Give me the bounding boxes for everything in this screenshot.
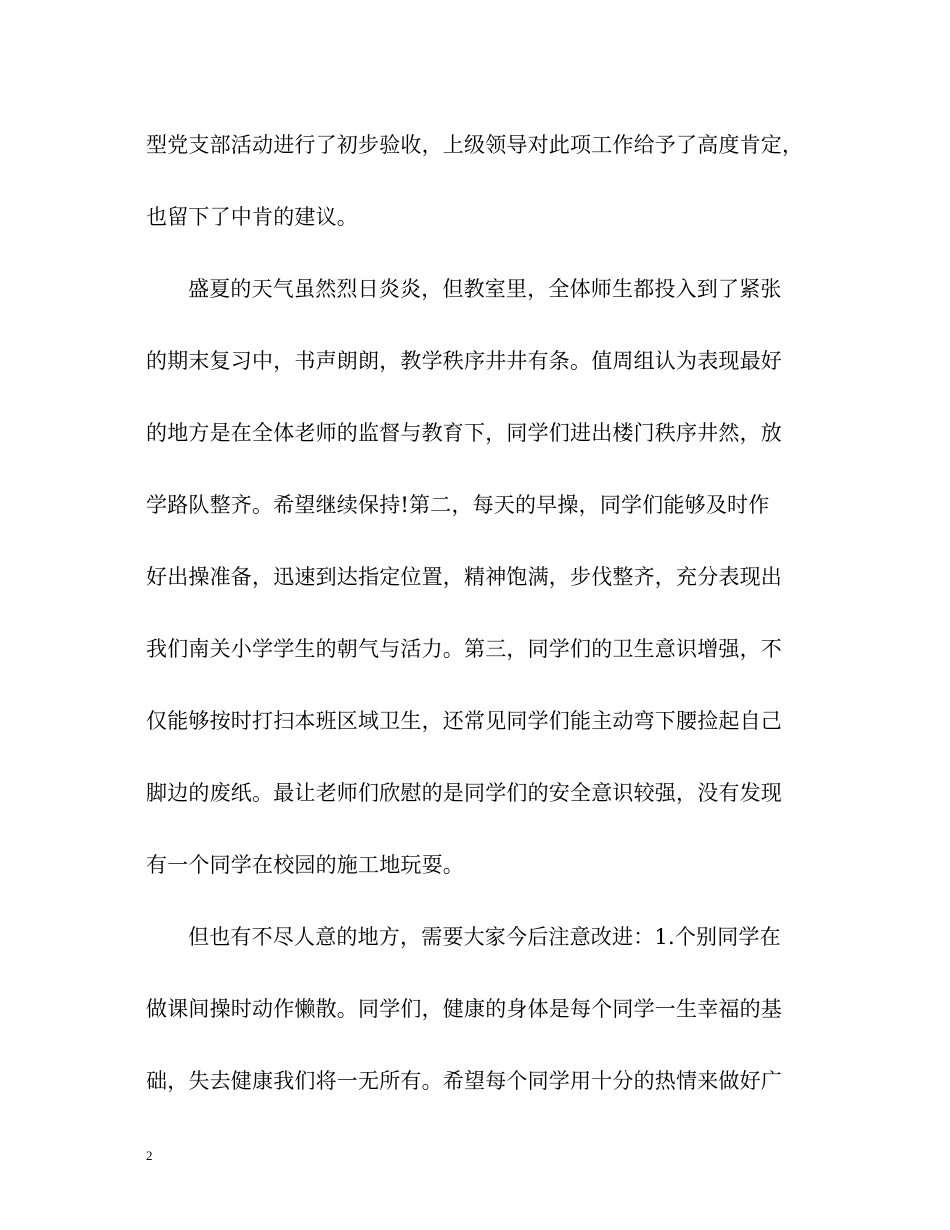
text-line-8: 我们南关小学学生的朝气与活力。第三，同学们的卫生意识增强，不 [146,637,782,661]
text-line-5: 的地方是在全体老师的监督与教育下，同学们进出楼门秩序井然，放 [146,421,782,445]
text-line-3: 盛夏的天气虽然烈日炎炎，但教室里，全体师生都投入到了紧张 [188,277,782,301]
text-line-14: 础，失去健康我们将一无所有。希望每个同学用十分的热情来做好广 [146,1069,782,1093]
text-line-13: 做课间操时动作懒散。同学们，健康的身体是每个同学一生幸福的基 [146,997,782,1021]
text-line-2: 也留下了中肯的建议。 [146,205,358,229]
page-number: 2 [146,1148,153,1163]
text-line-11: 有一个同学在校园的施工地玩耍。 [146,853,464,877]
text-line-7: 好出操准备，迅速到达指定位置，精神饱满，步伐整齐，充分表现出 [146,565,782,589]
text-line-12: 但也有不尽人意的地方，需要大家今后注意改进：1.个别同学在 [188,925,781,949]
text-line-4: 的期末复习中，书声朗朗，教学秩序井井有条。值周组认为表现最好 [146,349,782,373]
text-line-1: 型党支部活动进行了初步验收，上级领导对此项工作给予了高度肯定， [146,133,804,157]
text-line-10: 脚边的废纸。最让老师们欣慰的是同学们的安全意识较强，没有发现 [146,781,782,805]
text-line-9: 仅能够按时打扫本班区域卫生，还常见同学们能主动弯下腰捡起自己 [146,709,782,733]
text-line-6: 学路队整齐。希望继续保持!第二，每天的早操，同学们能够及时作 [146,493,770,517]
